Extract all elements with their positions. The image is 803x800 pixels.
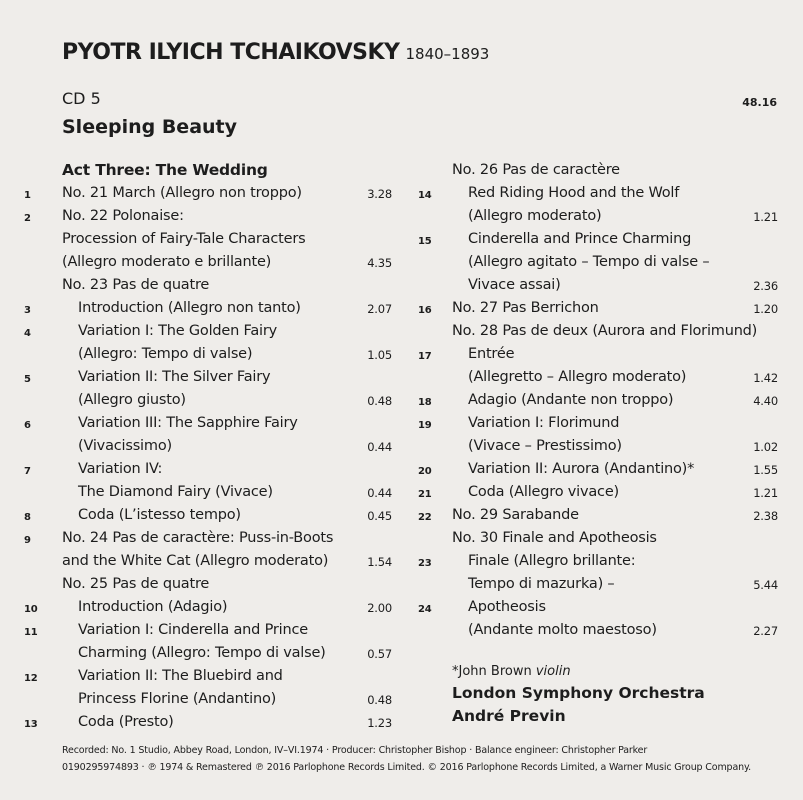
track-number: 10 — [24, 604, 38, 615]
track-row — [418, 297, 778, 320]
track-duration: 2.36 — [753, 279, 778, 293]
track-duration: 1.21 — [753, 210, 778, 224]
act-title: Act Three: The Wedding — [62, 161, 268, 179]
track-title: No. 25 Pas de quatre — [62, 576, 210, 592]
track-title: (Allegretto – Allegro moderato) — [468, 369, 687, 385]
track-title: (Allegro giusto) — [78, 392, 186, 408]
track-title: Entrée — [468, 346, 515, 362]
track-row — [24, 343, 392, 366]
track-row — [24, 596, 392, 619]
track-row — [418, 550, 778, 573]
track-title: Variation IV: — [78, 461, 163, 477]
track-title: No. 26 Pas de caractère — [452, 162, 620, 178]
track-number: 14 — [418, 190, 432, 201]
track-number: 1 — [24, 190, 31, 201]
track-title: (Allegro agitato – Tempo di valse – — [468, 254, 710, 270]
track-row — [24, 665, 392, 688]
track-title: No. 30 Finale and Apotheosis — [452, 530, 657, 546]
track-title: Variation II: The Bluebird and — [78, 668, 283, 684]
track-row — [418, 159, 778, 182]
conductor-name: André Previn — [452, 707, 566, 725]
act-heading — [24, 159, 392, 182]
track-number: 7 — [24, 466, 31, 477]
track-row — [418, 481, 778, 504]
track-duration: 2.38 — [753, 509, 778, 523]
track-row — [418, 205, 778, 228]
track-row — [24, 527, 392, 550]
track-title: Coda (L’istesso tempo) — [78, 507, 241, 523]
track-row — [24, 228, 392, 251]
track-row — [24, 642, 392, 665]
track-duration: 1.23 — [367, 716, 392, 730]
track-title: (Allegro: Tempo di valse) — [78, 346, 253, 362]
track-duration: 1.21 — [753, 486, 778, 500]
track-row — [418, 274, 778, 297]
track-title: (Vivace – Prestissimo) — [468, 438, 622, 454]
track-title: Variation I: Florimund — [468, 415, 620, 431]
track-number: 9 — [24, 535, 31, 546]
track-title: Variation III: The Sapphire Fairy — [78, 415, 298, 431]
track-title: No. 23 Pas de quatre — [62, 277, 210, 293]
track-title: (Vivacissimo) — [78, 438, 172, 454]
track-title: Variation I: The Golden Fairy — [78, 323, 278, 339]
track-row — [418, 573, 778, 596]
track-duration: 2.07 — [367, 302, 392, 316]
track-row — [418, 389, 778, 412]
track-row — [418, 619, 778, 642]
credits-line-1: Recorded: No. 1 Studio, Abbey Road, London, IV–VI.1974 · Producer: Christopher Bishop · Balance engineer: Christopher Parker — [62, 745, 648, 756]
track-number: 4 — [24, 328, 31, 339]
track-duration: 1.05 — [367, 348, 392, 362]
track-duration: 2.00 — [367, 601, 392, 615]
track-title: Adagio (Andante non troppo) — [468, 392, 674, 408]
tracklist-left-column — [24, 159, 392, 734]
track-number: 15 — [418, 236, 432, 247]
track-title: Variation I: Cinderella and Prince — [78, 622, 308, 638]
track-duration: 0.45 — [367, 509, 392, 523]
track-title: No. 22 Polonaise: — [62, 208, 184, 224]
track-title: (Allegro moderato) — [468, 208, 602, 224]
track-title: Coda (Allegro vivace) — [468, 484, 620, 500]
track-title: Procession of Fairy-Tale Characters — [62, 231, 306, 247]
track-title: Vivace assai) — [468, 277, 561, 293]
track-number: 11 — [24, 627, 38, 638]
track-duration: 1.20 — [753, 302, 778, 316]
track-duration: 0.57 — [367, 647, 392, 661]
total-duration: 48.16 — [742, 96, 777, 109]
track-title: Introduction (Allegro non tanto) — [78, 300, 301, 316]
track-title: No. 29 Sarabande — [452, 507, 579, 523]
track-title: Finale (Allegro brillante: — [468, 553, 636, 569]
track-row — [24, 550, 392, 573]
cd-number: CD 5 — [62, 89, 101, 108]
track-title: No. 27 Pas Berrichon — [452, 300, 599, 316]
track-row — [24, 412, 392, 435]
track-row — [418, 596, 778, 619]
track-row — [418, 228, 778, 251]
credits-line-2: 0190295974893 · ℗ 1974 & Remastered ℗ 2016 Parlophone Records Limited. © 2016 Parlophone Records Limited, a Warner Music Group Company. — [62, 762, 751, 773]
track-row — [24, 435, 392, 458]
track-title: Red Riding Hood and the Wolf — [468, 185, 680, 201]
track-row — [24, 297, 392, 320]
track-title: Tempo di mazurka) – — [468, 576, 615, 592]
track-row — [24, 320, 392, 343]
track-title: Cinderella and Prince Charming — [468, 231, 692, 247]
track-number: 23 — [418, 558, 432, 569]
track-row — [418, 435, 778, 458]
track-row — [418, 320, 778, 343]
track-row — [418, 527, 778, 550]
track-row — [24, 573, 392, 596]
track-number: 18 — [418, 397, 432, 408]
track-number: 5 — [24, 374, 31, 385]
work-title: Sleeping Beauty — [62, 116, 238, 138]
track-title: Introduction (Adagio) — [78, 599, 228, 615]
track-number: 16 — [418, 305, 432, 316]
track-row — [418, 343, 778, 366]
track-row — [24, 619, 392, 642]
composer-years: 1840–1893 — [405, 45, 490, 63]
track-title: No. 21 March (Allegro non troppo) — [62, 185, 302, 201]
track-row — [24, 504, 392, 527]
soloist-name: *John Brown — [452, 664, 532, 679]
track-row — [24, 458, 392, 481]
track-duration: 0.44 — [367, 486, 392, 500]
soloist-instrument: violin — [535, 664, 571, 679]
track-duration: 1.54 — [367, 555, 392, 569]
track-title: Charming (Allegro: Tempo di valse) — [78, 645, 326, 661]
track-row — [24, 251, 392, 274]
track-title: Coda (Presto) — [78, 714, 174, 730]
track-title: Variation II: The Silver Fairy — [78, 369, 271, 385]
track-number: 24 — [418, 604, 432, 615]
track-number: 3 — [24, 305, 31, 316]
track-row — [24, 389, 392, 412]
track-row — [418, 366, 778, 389]
track-number: 20 — [418, 466, 432, 477]
track-number: 8 — [24, 512, 31, 523]
track-duration: 3.28 — [367, 187, 392, 201]
tracklist-right-column — [418, 159, 778, 642]
track-row — [418, 458, 778, 481]
track-row — [24, 711, 392, 734]
composer-heading — [62, 40, 489, 65]
track-title: No. 24 Pas de caractère: Puss-in-Boots — [62, 530, 334, 546]
track-duration: 2.27 — [753, 624, 778, 638]
recording-credits — [62, 742, 792, 776]
track-number: 13 — [24, 719, 38, 730]
track-row — [24, 274, 392, 297]
track-row — [24, 182, 392, 205]
track-title: Apotheosis — [468, 599, 546, 615]
track-row — [418, 182, 778, 205]
track-duration: 1.42 — [753, 371, 778, 385]
track-number: 17 — [418, 351, 432, 362]
track-row — [24, 481, 392, 504]
track-number: 19 — [418, 420, 432, 431]
track-title: No. 28 Pas de deux (Aurora and Florimund) — [452, 323, 758, 339]
track-row — [24, 205, 392, 228]
track-duration: 4.40 — [753, 394, 778, 408]
track-duration: 5.44 — [753, 578, 778, 592]
track-row — [24, 688, 392, 711]
track-duration: 1.02 — [753, 440, 778, 454]
track-title: (Allegro moderato e brillante) — [62, 254, 272, 270]
track-number: 2 — [24, 213, 31, 224]
track-duration: 4.35 — [367, 256, 392, 270]
orchestra-name: London Symphony Orchestra — [452, 684, 705, 702]
track-title: and the White Cat (Allegro moderato) — [62, 553, 329, 569]
track-duration: 0.48 — [367, 693, 392, 707]
track-duration: 1.55 — [753, 463, 778, 477]
track-title: The Diamond Fairy (Vivace) — [78, 484, 273, 500]
track-duration: 0.48 — [367, 394, 392, 408]
soloist-credit — [452, 664, 571, 679]
track-number: 6 — [24, 420, 31, 431]
track-number: 22 — [418, 512, 432, 523]
track-row — [418, 504, 778, 527]
composer-name: PYOTR ILYICH TCHAIKOVSKY — [62, 40, 400, 65]
track-duration: 0.44 — [367, 440, 392, 454]
track-number: 12 — [24, 673, 38, 684]
track-row — [24, 366, 392, 389]
track-title: Variation II: Aurora (Andantino)* — [468, 461, 695, 477]
track-row — [418, 251, 778, 274]
track-row — [418, 412, 778, 435]
track-title: (Andante molto maestoso) — [468, 622, 657, 638]
track-number: 21 — [418, 489, 432, 500]
track-title: Princess Florine (Andantino) — [78, 691, 277, 707]
